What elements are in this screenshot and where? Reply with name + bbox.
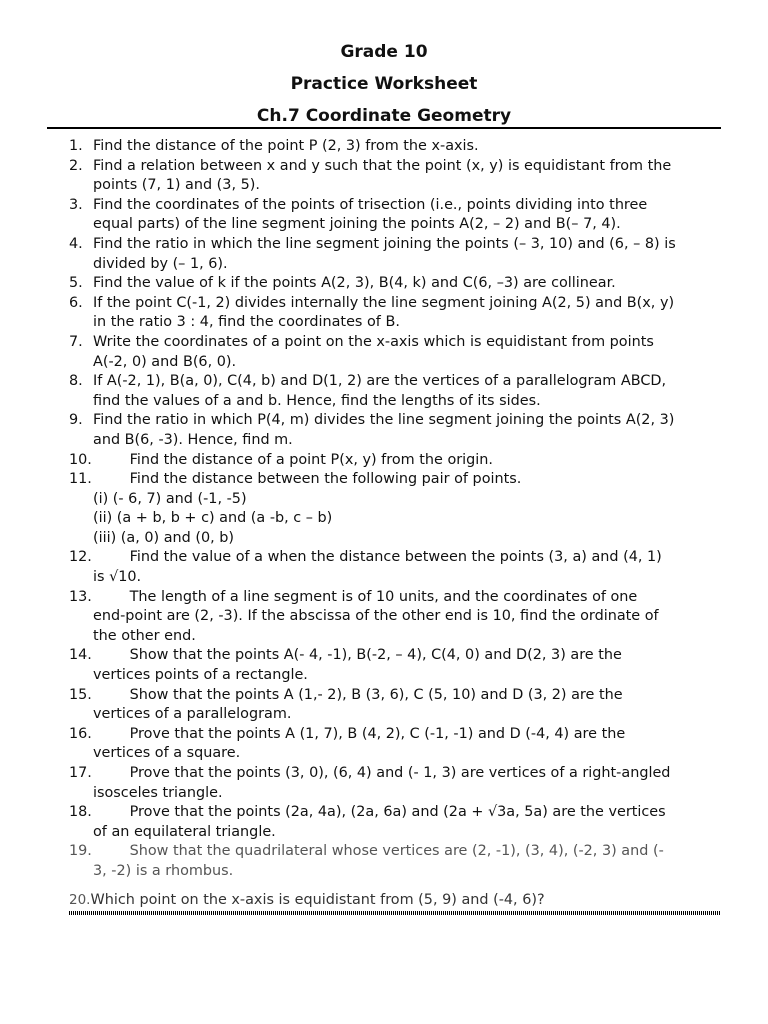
question-text-line: Find a relation between x and y such that the point (x, y) is equidistant from the [93,157,672,174]
question-text-line: If the point C(-1, 2) divides internally the line segment joining A(2, 5) and B(x, y) [93,294,675,311]
question-number: 20. [69,892,91,908]
question-text-line: vertices of a square. [93,745,241,762]
question-number: 18. [69,804,92,821]
question-item [0,294,768,333]
question-number: 8. [69,373,83,390]
question-text-line: Find the value of a when the distance between the points (3, a) and (4, 1) [93,549,662,566]
question-number: 10. [69,451,92,468]
question-number: 5. [69,275,83,292]
question-text-line: Show that the quadrilateral whose vertices are (2, -1), (3, 4), (-2, 3) and (- [93,843,664,860]
question-number: 19. [69,843,92,860]
question-text-line: (i) (- 6, 7) and (-1, -5) [93,490,247,507]
question-number: 11. [69,471,92,488]
question-text-line: Find the distance of the point P (2, 3) from the x-axis. [93,138,479,154]
question-number: 6. [69,294,83,311]
question-text-line: Prove that the points (3, 0), (6, 4) and (- 1, 3) are vertices of a right-angled [93,765,671,781]
question-number: 16. [69,725,92,742]
question-text-line: Show that the points A (1,- 2), B (3, 6), C (5, 10) and D (3, 2) are the [93,686,623,703]
question-number: 2. [69,157,83,174]
question-item [0,588,768,647]
question-text-line: The length of a line segment is of 10 units, and the coordinates of one [93,588,638,605]
question-item [0,646,768,685]
question-20 [69,892,545,908]
question-text-line: 3, -2) is a rhombus. [93,862,234,879]
header-divider [47,127,721,129]
question-text-line: Prove that the points A (1, 7), B (4, 2), C (-1, -1) and D (-4, 4) are the [93,725,626,742]
question-text-line: vertices points of a rectangle. [93,667,308,684]
question-text-line: If A(-2, 1), B(a, 0), C(4, b) and D(1, 2) are the vertices of a parallelogram ABCD, [93,373,667,390]
question-item [0,842,768,881]
question-text-line: Find the ratio in which P(4, m) divides the line segment joining the points A(2, 3) [93,412,675,429]
question-text-line: in the ratio 3 : 4, find the coordinates of B. [93,314,400,331]
question-text-line: find the values of a and b. Hence, find the lengths of its sides. [93,392,541,409]
question-text-line: Find the coordinates of the points of trisection (i.e., points dividing into three [93,196,648,213]
question-text-line: end-point are (2, -3). If the abscissa of the other end is 10, find the ordinate of [93,608,659,625]
question-item [0,686,768,725]
question-item [0,137,768,157]
question-number: 4. [69,235,83,252]
question-number: 13. [69,588,92,605]
question-item [0,157,768,196]
question-number: 3. [69,196,83,213]
bottom-divider [69,911,721,915]
question-text: Which point on the x-axis is equidistant from (5, 9) and (-4, 6)? [90,892,545,908]
question-item [0,764,768,803]
question-number: 9. [69,412,83,429]
question-text-line: is √10. [93,569,142,586]
worksheet-subtitle: Practice Worksheet [290,74,478,94]
question-number: 12. [69,549,92,566]
question-text-line: (ii) (a + b, b + c) and (a -b, c – b) [93,510,333,527]
question-text-line: Find the distance between the following pair of points. [93,471,522,488]
question-text-line: equal parts) of the line segment joining the points A(2, – 2) and B(– 7, 4). [93,216,621,233]
question-text-line: Find the distance of a point P(x, y) from the origin. [93,451,493,468]
question-item [0,470,768,548]
question-number: 7. [69,333,83,350]
question-text-line: Find the value of k if the points A(2, 3), B(4, k) and C(6, –3) are collinear. [93,275,616,292]
question-number: 1. [69,138,83,154]
question-item [0,274,768,294]
question-text-line: (iii) (a, 0) and (0, b) [93,529,235,546]
question-list [0,137,768,882]
worksheet-grade-title: Grade 10 [340,42,428,62]
question-text-line: the other end. [93,627,196,644]
question-number: 14. [69,647,92,664]
question-number: 17. [69,765,92,781]
question-item [0,451,768,471]
question-item [0,196,768,235]
question-text-line: Find the ratio in which the line segment joining the points (– 3, 10) and (6, – 8) is [93,235,676,252]
question-item [0,235,768,274]
question-text-line: Write the coordinates of a point on the x-axis which is equidistant from points [93,333,654,350]
question-text-line: A(-2, 0) and B(6, 0). [93,353,237,370]
worksheet-chapter-title: Ch.7 Coordinate Geometry [256,106,512,126]
question-item [0,372,768,411]
question-item [0,725,768,764]
question-number: 15. [69,686,92,703]
question-text-line: Prove that the points (2a, 4a), (2a, 6a) and (2a + √3a, 5a) are the vertices [93,804,666,821]
question-item [0,411,768,450]
question-text-line: of an equilateral triangle. [93,823,276,840]
question-text-line: and B(6, -3). Hence, find m. [93,431,293,448]
question-text-line: divided by (– 1, 6). [93,255,228,272]
question-text-line: vertices of a parallelogram. [93,706,292,723]
question-text-line: isosceles triangle. [93,784,223,801]
question-item [0,548,768,587]
question-text-line: Show that the points A(- 4, -1), B(-2, – 4), C(4, 0) and D(2, 3) are the [93,647,622,664]
question-item [0,333,768,372]
question-text-line: points (7, 1) and (3, 5). [93,177,260,194]
question-item [0,803,768,842]
